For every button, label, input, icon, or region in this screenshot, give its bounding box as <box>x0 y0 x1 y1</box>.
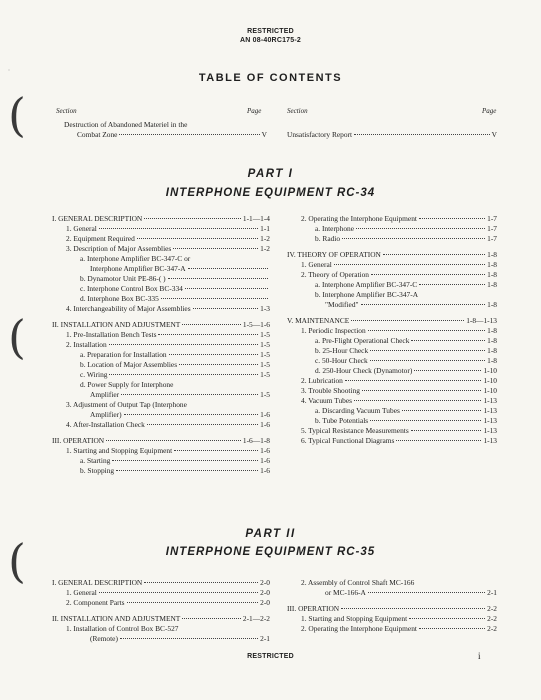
toc-leader-dots <box>124 414 259 415</box>
toc-entry-page: 1-8—1-13 <box>466 316 497 325</box>
toc-entry <box>66 588 270 598</box>
toc-entry <box>80 370 270 380</box>
part1-title: INTERPHONE EQUIPMENT RC-34 <box>165 187 376 199</box>
toc-entry-page: 1-13 <box>483 406 497 415</box>
toc-entry <box>66 598 270 608</box>
toc-leader-dots <box>179 364 258 365</box>
toc-entry-continued: b. Interphone Amplifier BC-347-A <box>315 290 419 299</box>
toc-entry-page: 1-6—1-8 <box>242 436 270 445</box>
toc-entry-page: 1-13 <box>483 396 497 405</box>
toc-leader-dots <box>144 582 258 583</box>
toc-leader-dots <box>127 602 259 603</box>
toc-entry-title: a. Discarding Vacuum Tubes <box>315 406 400 415</box>
toc-entry-title: 3. Description of Major Assemblies <box>66 244 172 253</box>
toc-leader-dots <box>409 618 485 619</box>
toc-entry <box>315 366 497 376</box>
toc-entry-page: 1-5 <box>260 330 270 339</box>
toc-entry-continued: a. Interphone Amplifier BC-347-C or <box>80 254 191 263</box>
toc-entry-page: 1-5 <box>260 370 270 379</box>
toc-entry <box>301 386 497 396</box>
toc-entry <box>315 224 497 234</box>
toc-leader-dots <box>99 228 258 229</box>
toc-leader-dots <box>185 288 268 289</box>
toc-entry-page: 1-8 <box>487 300 497 309</box>
toc-leader-dots <box>342 238 485 239</box>
col-header-section: Section <box>287 107 308 115</box>
toc-entry-page: 1-5 <box>260 360 270 369</box>
toc-entry-title: a. Preparation for Installation <box>80 350 167 359</box>
toc-entry-title: 1. General <box>66 224 97 233</box>
toc-entry <box>325 588 497 598</box>
toc-entry-title: III. OPERATION <box>287 604 340 613</box>
part2-heading: PART II <box>245 528 296 540</box>
toc-leader-dots <box>106 440 241 441</box>
toc-entry-page: 1-13 <box>483 416 497 425</box>
toc-entry-page: 1-6 <box>260 446 270 455</box>
toc-entry <box>301 326 497 336</box>
toc-entry <box>315 406 497 416</box>
toc-leader-dots <box>112 460 258 461</box>
toc-entry-page: 1-5 <box>260 390 270 399</box>
toc-entry-page: 1-8 <box>487 280 497 289</box>
toc-leader-dots <box>362 390 482 391</box>
toc-entry-page: 1-7 <box>487 214 497 223</box>
toc-entry-page: 1-5 <box>260 350 270 359</box>
toc-entry <box>301 376 497 386</box>
toc-entry <box>301 270 497 280</box>
toc-leader-dots <box>182 324 241 325</box>
toc-entry-title: 1. General <box>66 588 97 597</box>
toc-leader-dots <box>396 440 481 441</box>
toc-leader-dots <box>361 304 486 305</box>
toc-entry-title: 2. Installation <box>66 340 107 349</box>
toc-entry-page: 1-6 <box>260 466 270 475</box>
toc-entry-page: 2-2 <box>487 614 497 623</box>
toc-entry <box>80 294 270 304</box>
toc-entry <box>90 264 270 274</box>
toc-entry <box>80 456 270 466</box>
toc-entry-page: 1-8 <box>487 336 497 345</box>
toc-entry <box>315 416 497 426</box>
toc-entry-page: 2-2 <box>487 604 497 613</box>
toc-entry-title: 2. Component Parts <box>66 598 125 607</box>
toc-entry-title: a. Interphone <box>315 224 354 233</box>
toc-entry-unsatisfactory-report: Unsatisfactory Report V <box>287 130 497 139</box>
toc-entry-title: b. Tube Potentials <box>315 416 369 425</box>
toc-entry-page: 1-6 <box>260 456 270 465</box>
toc-entry-title: 4. Interchangeability of Major Assemblies <box>66 304 191 313</box>
toc-entry-page: 1-8 <box>487 326 497 335</box>
toc-entry-title: 2. Theory of Operation <box>301 270 370 279</box>
toc-entry-page: 1-6 <box>260 420 270 429</box>
toc-entry-title: d. 250-Hour Check (Dynamotor) <box>315 366 413 375</box>
toc-entry <box>66 224 270 234</box>
toc-entry-title: I. GENERAL DESCRIPTION <box>52 578 143 587</box>
toc-entry-title: 1. Starting and Stopping Equipment <box>66 446 173 455</box>
toc-entry-title: III. OPERATION <box>52 436 105 445</box>
toc-entry-title: c. Wiring <box>80 370 108 379</box>
toc-entry <box>301 214 497 224</box>
toc-entry-title: 5. Typical Resistance Measurements <box>301 426 409 435</box>
toc-entry <box>301 260 497 270</box>
toc-entry <box>66 304 270 314</box>
toc-entry-page: 1-13 <box>483 426 497 435</box>
toc-leader-dots <box>161 298 268 299</box>
toc-entry <box>315 280 497 290</box>
toc-leader-dots <box>137 238 258 239</box>
toc-entry-title: or MC-166-A <box>325 588 366 597</box>
toc-entry-page: 1-10 <box>483 366 497 375</box>
footer-restricted: RESTRICTED <box>247 653 294 660</box>
toc-entry <box>80 466 270 476</box>
toc-entry-title: 4. Vacuum Tubes <box>301 396 352 405</box>
toc-entry <box>315 234 497 244</box>
toc-entry <box>80 274 270 284</box>
toc-leader-dots <box>121 394 258 395</box>
margin-paren-mark: ( <box>8 310 26 364</box>
toc-leader-dots <box>169 354 259 355</box>
toc-entry-title: 2. Operating the Interphone Equipment <box>301 214 417 223</box>
toc-entry-page: 2-1 <box>487 588 497 597</box>
toc-leader-dots <box>419 218 485 219</box>
toc-leader-dots <box>188 268 268 269</box>
toc-entry-title: IV. THEORY OF OPERATION <box>287 250 381 259</box>
toc-entry-title: V. MAINTENANCE <box>287 316 350 325</box>
toc-entry-title: c. 50-Hour Check <box>315 356 368 365</box>
toc-entry-page: 2-0 <box>260 578 270 587</box>
toc-entry <box>90 390 270 400</box>
toc-entry <box>315 346 497 356</box>
toc-entry <box>315 356 497 366</box>
toc-entry <box>52 578 270 588</box>
col-header-section: Section <box>56 107 77 115</box>
toc-entry-title: b. 25-Hour Check <box>315 346 369 355</box>
toc-entry-page: 2-1 <box>260 634 270 643</box>
toc-entry-title: a. Pre-Flight Operational Check <box>315 336 410 345</box>
toc-leader-dots <box>370 420 481 421</box>
toc-leader-dots <box>345 380 482 381</box>
toc-entry <box>80 360 270 370</box>
toc-entry <box>301 436 497 446</box>
toc-entry-title: 2. Lubrication <box>301 376 343 385</box>
toc-leader-dots <box>158 334 258 335</box>
toc-leader-dots <box>109 374 258 375</box>
toc-entry-page: 1-5 <box>260 340 270 349</box>
toc-entry <box>301 624 497 634</box>
part1-heading: PART I <box>247 168 294 180</box>
toc-entry <box>66 244 270 254</box>
toc-leader-dots <box>411 430 482 431</box>
toc-leader-dots <box>419 284 485 285</box>
toc-entry-continued: d. Power Supply for Interphone <box>80 380 174 389</box>
toc-leader-dots <box>109 344 258 345</box>
toc-entry-page: 1-10 <box>483 386 497 395</box>
toc-entry <box>287 250 497 260</box>
toc-entry <box>301 396 497 406</box>
toc-entry <box>52 214 270 224</box>
toc-entry-title: a. Interphone Amplifier BC-347-C <box>315 280 418 289</box>
toc-entry-title: Interphone Amplifier BC-347-A <box>90 264 186 273</box>
toc-entry-title: 1. Periodic Inspection <box>301 326 366 335</box>
toc-leader-dots <box>173 248 258 249</box>
toc-entry-page: 1-10 <box>483 376 497 385</box>
toc-entry-page: 1-3 <box>260 304 270 313</box>
toc-entry-page: 1-8 <box>487 346 497 355</box>
toc-entry-page: 1-1—1-4 <box>242 214 270 223</box>
toc-entry-title: 1. Pre-Installation Bench Tests <box>66 330 157 339</box>
toc-leader-dots <box>182 618 241 619</box>
toc-entry-title: c. Interphone Control Box BC-334 <box>80 284 183 293</box>
toc-entry-page: 2-2 <box>487 624 497 633</box>
toc-entry-continued: 2. Assembly of Control Shaft MC-166 <box>301 578 415 587</box>
toc-leader-dots <box>370 350 485 351</box>
toc-entry-page: 1-8 <box>487 260 497 269</box>
toc-entry <box>90 410 270 420</box>
toc-entry-title: b. Stopping <box>80 466 115 475</box>
toc-entry <box>301 426 497 436</box>
toc-leader-dots <box>383 254 485 255</box>
toc-leader-dots <box>419 628 485 629</box>
toc-entry <box>80 284 270 294</box>
toc-entry-title: b. Dynamotor Unit PE-86-( ) <box>80 274 166 283</box>
part2-left-column <box>52 578 270 644</box>
toc-entry-page: 1-1 <box>260 224 270 233</box>
margin-dot-mark: ˈ <box>8 70 10 76</box>
toc-entry-page: 1-7 <box>487 234 497 243</box>
toc-entry <box>52 436 270 446</box>
toc-entry-title: II. INSTALLATION AND ADJUSTMENT <box>52 320 181 329</box>
toc-entry <box>66 446 270 456</box>
toc-leader-dots <box>414 370 481 371</box>
toc-entry-destruction: Destruction of Abandoned Materiel in the <box>64 120 188 129</box>
toc-entry-title: 1. General <box>301 260 332 269</box>
toc-entry <box>287 604 497 614</box>
toc-entry-title: I. GENERAL DESCRIPTION <box>52 214 143 223</box>
toc-entry <box>52 320 270 330</box>
part2-title: INTERPHONE EQUIPMENT RC-35 <box>165 546 376 558</box>
margin-paren-mark: ( <box>8 534 26 588</box>
toc-entry-title: 2. Equipment Required <box>66 234 135 243</box>
toc-entry-title: Amplifier <box>90 390 120 399</box>
toc-entry-page: 1-8 <box>487 270 497 279</box>
toc-entry-title: b. Location of Major Assemblies <box>80 360 178 369</box>
toc-entry-title: 4. After-Installation Check <box>66 420 145 429</box>
toc-entry <box>287 316 497 326</box>
toc-leader-dots <box>99 592 258 593</box>
toc-entry-title: II. INSTALLATION AND ADJUSTMENT <box>52 614 181 623</box>
toc-title: TABLE OF CONTENTS <box>198 72 343 84</box>
toc-entry <box>301 614 497 624</box>
toc-entry-title: 1. Starting and Stopping Equipment <box>301 614 408 623</box>
toc-entry-page: 1-13 <box>483 436 497 445</box>
toc-entry <box>315 336 497 346</box>
toc-leader-dots <box>120 638 258 639</box>
toc-entry-page: 1-8 <box>487 356 497 365</box>
toc-entry-combat-zone: Combat Zone V <box>77 130 267 139</box>
toc-leader-dots <box>356 228 485 229</box>
toc-leader-dots <box>402 410 482 411</box>
toc-entry-page: 1-5—1-6 <box>242 320 270 329</box>
toc-leader-dots <box>351 320 464 321</box>
toc-leader-dots <box>334 264 485 265</box>
toc-leader-dots <box>370 360 485 361</box>
toc-leader-dots <box>147 424 258 425</box>
toc-leader-dots <box>411 340 485 341</box>
toc-entry-continued: 3. Adjustment of Output Tap (Interphone <box>66 400 187 409</box>
margin-paren-mark: ( <box>8 88 26 142</box>
header-restricted: RESTRICTED <box>247 28 294 35</box>
toc-entry-page: 1-7 <box>487 224 497 233</box>
toc-leader-dots <box>116 470 258 471</box>
part1-left-column <box>52 214 270 476</box>
toc-entry <box>66 234 270 244</box>
toc-entry-title: Amplifier) <box>90 410 122 419</box>
toc-entry-page: 2-0 <box>260 588 270 597</box>
toc-entry-title: (Remote) <box>90 634 118 643</box>
toc-entry <box>66 340 270 350</box>
toc-entry-title: 6. Typical Functional Diagrams <box>301 436 395 445</box>
toc-entry-title: "Modified" <box>325 300 359 309</box>
toc-leader-dots <box>168 278 268 279</box>
header-doc-number: AN 08-40RC175-2 <box>240 37 301 44</box>
toc-entry-continued: 1. Installation of Control Box BC-527 <box>66 624 179 633</box>
toc-leader-dots <box>371 274 485 275</box>
toc-entry <box>80 350 270 360</box>
toc-entry <box>325 300 497 310</box>
toc-leader-dots <box>368 592 485 593</box>
toc-leader-dots <box>341 608 485 609</box>
toc-entry-page: 2-1—2-2 <box>242 614 270 623</box>
col-header-page: Page <box>482 107 497 115</box>
toc-entry-title: a. Starting <box>80 456 111 465</box>
part1-right-column <box>287 214 497 446</box>
col-header-page: Page <box>247 107 262 115</box>
toc-entry-title: d. Interphone Box BC-335 <box>80 294 159 303</box>
toc-entry-title: b. Radio <box>315 234 341 243</box>
toc-entry-title: 2. Operating the Interphone Equipment <box>301 624 417 633</box>
toc-entry-page: 1-8 <box>487 250 497 259</box>
page-number: i <box>478 651 481 661</box>
toc-entry-page: 2-0 <box>260 598 270 607</box>
part2-right-column <box>287 578 497 634</box>
toc-entry <box>66 420 270 430</box>
toc-leader-dots <box>174 450 258 451</box>
toc-entry <box>66 330 270 340</box>
toc-leader-dots <box>368 330 485 331</box>
toc-entry <box>90 634 270 644</box>
toc-leader-dots <box>144 218 241 219</box>
toc-entry-page: 1-2 <box>260 234 270 243</box>
toc-leader-dots <box>354 400 481 401</box>
toc-entry-page: 1-2 <box>260 244 270 253</box>
toc-entry <box>52 614 270 624</box>
toc-entry-page: 1-6 <box>260 410 270 419</box>
toc-entry-title: 3. Trouble Shooting <box>301 386 360 395</box>
toc-leader-dots <box>193 308 259 309</box>
